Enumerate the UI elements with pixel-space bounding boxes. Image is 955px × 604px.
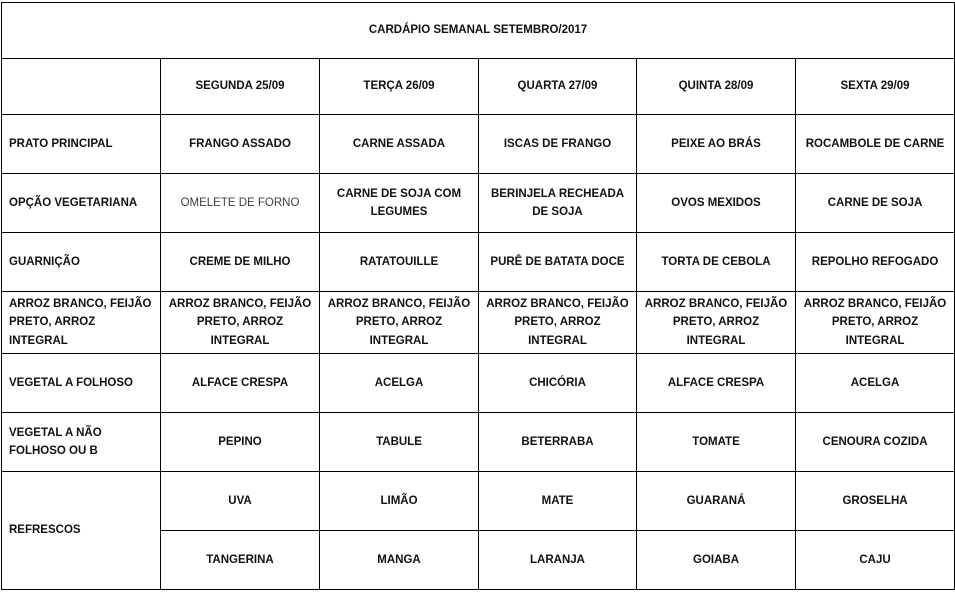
weekly-menu-table — [1, 2, 955, 590]
table-row-arroz-feijao — [2, 292, 955, 354]
menu-cell: BERINJELA RECHEADA DE SOJA — [479, 174, 637, 233]
title-row — [2, 3, 955, 59]
menu-cell: CAJU — [796, 531, 955, 590]
menu-cell: PURÊ DE BATATA DOCE — [479, 233, 637, 292]
menu-cell: LARANJA — [479, 531, 637, 590]
row-label: REFRESCOS — [2, 472, 161, 590]
menu-cell: ARROZ BRANCO, FEIJÃO PRETO, ARROZ INTEGRAL — [161, 292, 320, 354]
menu-cell: OVOS MEXIDOS — [637, 174, 796, 233]
menu-cell: ACELGA — [796, 354, 955, 413]
menu-cell: UVA — [161, 472, 320, 531]
menu-cell: CARNE ASSADA — [320, 115, 479, 174]
day-header-thursday: QUINTA 28/09 — [637, 59, 796, 115]
header-row — [2, 59, 955, 115]
menu-cell: RATATOUILLE — [320, 233, 479, 292]
menu-cell: ALFACE CRESPA — [161, 354, 320, 413]
table-row-prato-principal — [2, 115, 955, 174]
menu-cell: REPOLHO REFOGADO — [796, 233, 955, 292]
table-row-refrescos-1 — [2, 472, 955, 531]
table-row-opcao-vegetariana — [2, 174, 955, 233]
table-row-vegetal-folhoso — [2, 354, 955, 413]
menu-cell: MATE — [479, 472, 637, 531]
menu-cell: TANGERINA — [161, 531, 320, 590]
row-label: PRATO PRINCIPAL — [2, 115, 161, 174]
row-label: VEGETAL A FOLHOSO — [2, 354, 161, 413]
table-row-guarnicao — [2, 233, 955, 292]
menu-cell: ISCAS DE FRANGO — [479, 115, 637, 174]
row-label: ARROZ BRANCO, FEIJÃO PRETO, ARROZ INTEGRAL — [2, 292, 161, 354]
row-label: GUARNIÇÃO — [2, 233, 161, 292]
menu-cell: BETERRABA — [479, 413, 637, 472]
menu-cell: GUARANÁ — [637, 472, 796, 531]
menu-cell: LIMÃO — [320, 472, 479, 531]
row-label: VEGETAL A NÃO FOLHOSO OU B — [2, 413, 161, 472]
table-row-vegetal-nao-folhoso — [2, 413, 955, 472]
menu-cell: ACELGA — [320, 354, 479, 413]
menu-cell: TOMATE — [637, 413, 796, 472]
menu-cell: PEPINO — [161, 413, 320, 472]
menu-cell: OMELETE DE FORNO — [161, 174, 320, 233]
day-header-wednesday: QUARTA 27/09 — [479, 59, 637, 115]
menu-cell: FRANGO ASSADO — [161, 115, 320, 174]
menu-cell: ARROZ BRANCO, FEIJÃO PRETO, ARROZ INTEGRAL — [320, 292, 479, 354]
day-header-monday: SEGUNDA 25/09 — [161, 59, 320, 115]
corner-cell — [2, 59, 161, 115]
menu-cell: TABULE — [320, 413, 479, 472]
menu-cell: GROSELHA — [796, 472, 955, 531]
menu-cell: CARNE DE SOJA — [796, 174, 955, 233]
row-label: OPÇÃO VEGETARIANA — [2, 174, 161, 233]
day-header-tuesday: TERÇA 26/09 — [320, 59, 479, 115]
menu-cell: MANGA — [320, 531, 479, 590]
menu-cell: GOIABA — [637, 531, 796, 590]
menu-cell: ARROZ BRANCO, FEIJÃO PRETO, ARROZ INTEGRAL — [479, 292, 637, 354]
menu-cell: CHICÓRIA — [479, 354, 637, 413]
menu-cell: TORTA DE CEBOLA — [637, 233, 796, 292]
menu-cell: CREME DE MILHO — [161, 233, 320, 292]
menu-cell: ROCAMBOLE DE CARNE — [796, 115, 955, 174]
menu-cell: ALFACE CRESPA — [637, 354, 796, 413]
menu-cell: CARNE DE SOJA COM LEGUMES — [320, 174, 479, 233]
day-header-friday: SEXTA 29/09 — [796, 59, 955, 115]
menu-cell: PEIXE AO BRÁS — [637, 115, 796, 174]
menu-cell: ARROZ BRANCO, FEIJÃO PRETO, ARROZ INTEGRAL — [637, 292, 796, 354]
menu-cell: ARROZ BRANCO, FEIJÃO PRETO, ARROZ INTEGRAL — [796, 292, 955, 354]
page-title: CARDÁPIO SEMANAL SETEMBRO/2017 — [2, 3, 955, 59]
menu-cell: CENOURA COZIDA — [796, 413, 955, 472]
